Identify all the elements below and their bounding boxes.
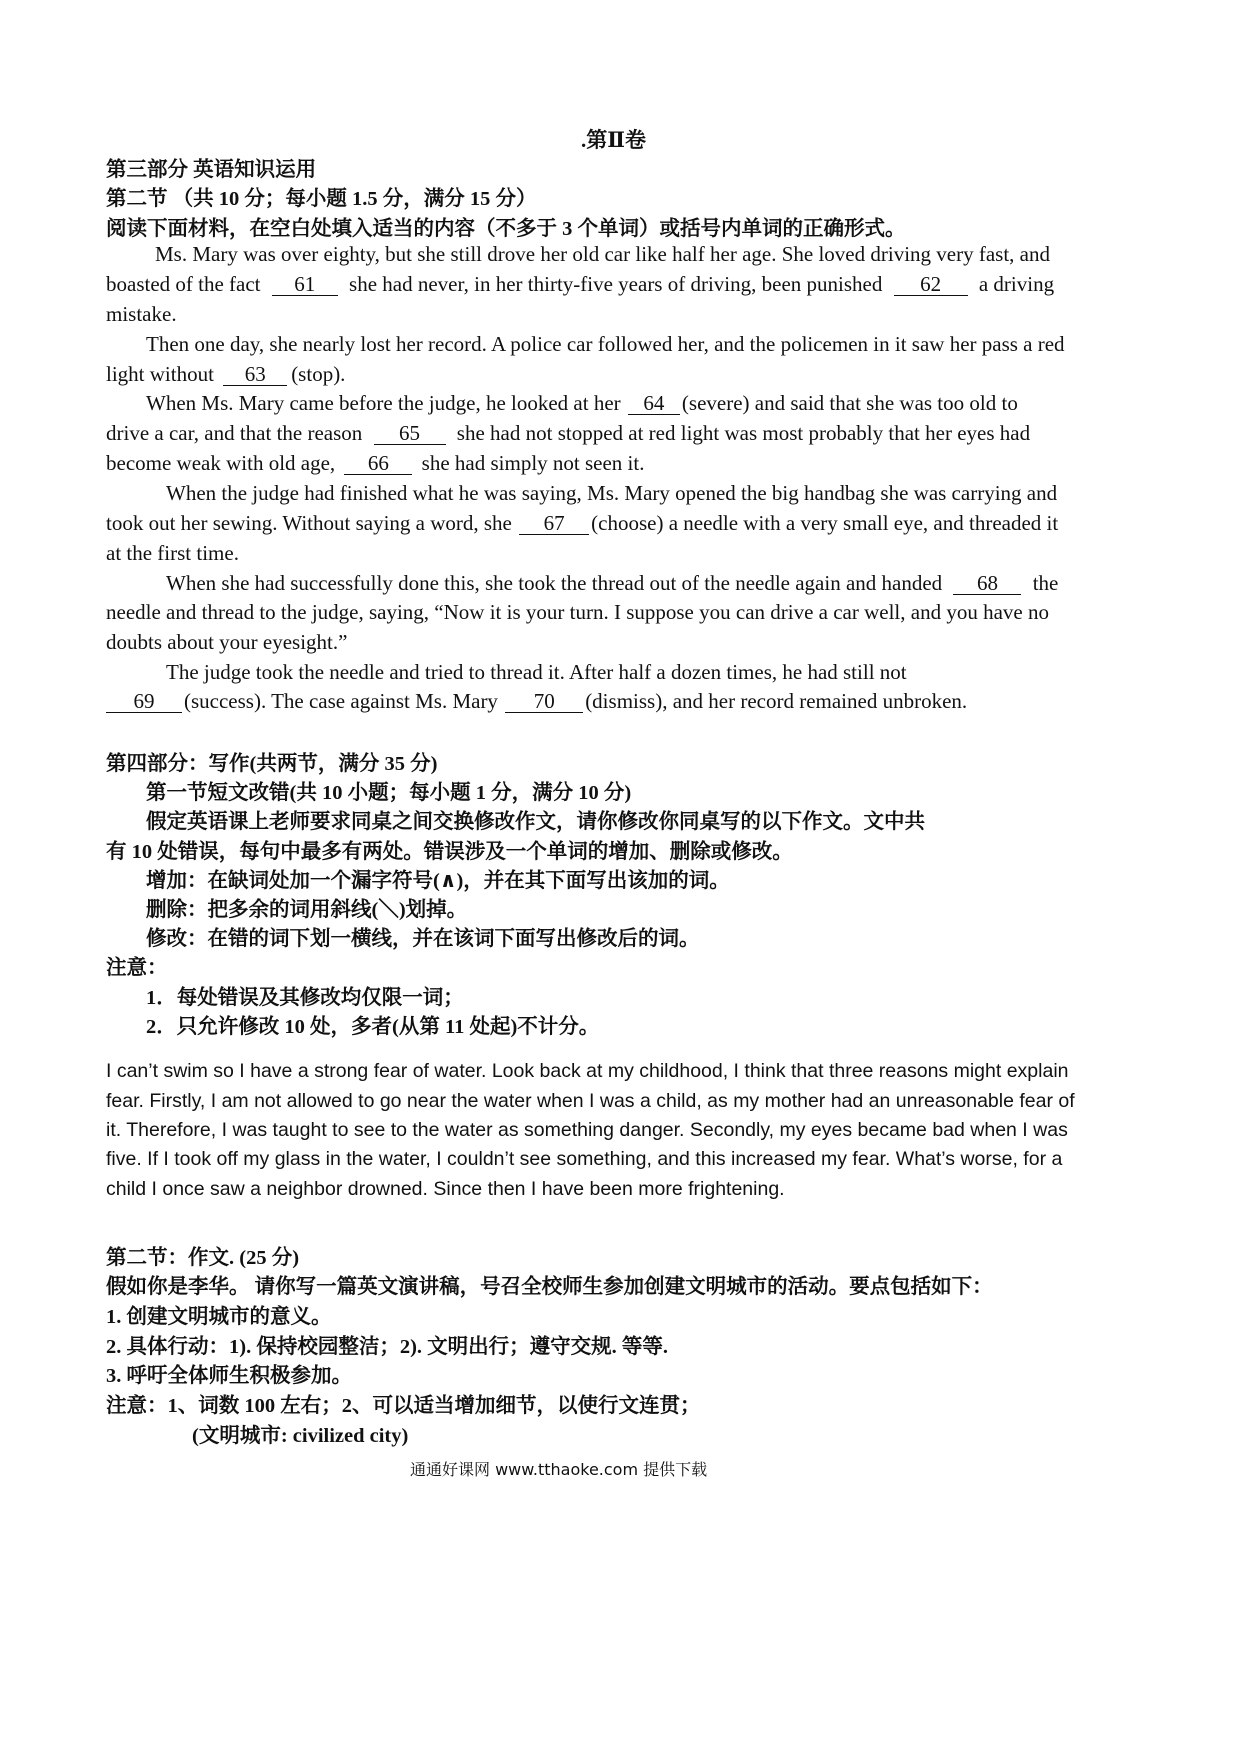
writing-point: 2. 具体行动：1). 保持校园整洁；2). 文明出行；遵守交规. 等等. bbox=[106, 1336, 669, 1358]
add-rule: 增加：在缺词处加一个漏字符号(∧)，并在其下面写出该加的词。 bbox=[146, 870, 730, 892]
blank-70: 70 bbox=[505, 690, 583, 713]
blank-62: 62 bbox=[894, 273, 968, 296]
passage-line: When the judge had finished what he was saying, Ms. Mary opened the big handbag she was carrying and bbox=[166, 481, 1058, 505]
page-title: .第Ⅱ卷 bbox=[581, 128, 646, 152]
writing-prompt: 假如你是李华。 请你写一篇英文演讲稿，号召全校师生参加创建文明城市的活动。要点包括如下： bbox=[106, 1276, 993, 1298]
passage-text: become weak with old age, bbox=[106, 451, 336, 475]
passage-text: the bbox=[1032, 571, 1059, 595]
blank-69: 69 bbox=[106, 690, 182, 713]
passage-line bbox=[106, 362, 345, 387]
part4-heading: 第四部分：写作(共两节，满分 35 分) bbox=[106, 753, 438, 775]
part3-instructions: 阅读下面材料，在空白处填入适当的内容（不多于 3 个单词）或括号内单词的正确形式。 bbox=[106, 218, 906, 240]
passage-line bbox=[146, 391, 1018, 416]
essay-line: I can’t swim so I have a strong fear of water. Look back at my childhood, I think that three reasons might explain bbox=[106, 1060, 1069, 1082]
passage-line: The judge took the needle and tried to thread it. After half a dozen times, he had still not bbox=[166, 660, 907, 684]
modify-rule: 修改：在错的词下划一横线，并在该词下面写出修改后的词。 bbox=[146, 928, 700, 950]
passage-text: drive a car, and that the reason bbox=[106, 421, 363, 445]
writing-point: 1. 创建文明城市的意义。 bbox=[106, 1306, 332, 1328]
passage-text: she had not stopped at red light was most probably that her eyes had bbox=[456, 421, 1031, 445]
note-item: 2．只允许修改 10 处，多者(从第 11 处起)不计分。 bbox=[146, 1016, 600, 1038]
passage-text: (success). The case against Ms. Mary bbox=[184, 689, 498, 713]
part4-instructions: 有 10 处错误，每句中最多有两处。错误涉及一个单词的增加、删除或修改。 bbox=[106, 841, 793, 863]
passage-text: (severe) and said that she was too old to bbox=[681, 391, 1018, 415]
passage-text: (choose) a needle with a very small eye, and threaded it bbox=[591, 511, 1059, 535]
passage-text: (dismiss), and her record remained unbroken. bbox=[585, 689, 968, 713]
passage-text: (stop). bbox=[291, 362, 346, 386]
blank-65: 65 bbox=[374, 422, 446, 445]
passage-line: needle and thread to the judge, saying, “Now it is your turn. I suppose you can drive a car well, and you have no bbox=[106, 600, 1049, 624]
essay-line: it. Therefore, I was taught to see to the water as something danger. Secondly, my eyes became bad when I was bbox=[106, 1119, 1068, 1141]
passage-line: Then one day, she nearly lost her record. A police car followed her, and the policemen in it saw her pass a red bbox=[146, 332, 1065, 356]
passage-line bbox=[166, 571, 1058, 596]
blank-64: 64 bbox=[628, 392, 680, 415]
writing-note: 注意：1、词数 100 左右；2、可以适当增加细节，以使行文连贯； bbox=[106, 1395, 701, 1417]
part3-section2-heading: 第二节 （共 10 分；每小题 1.5 分，满分 15 分） bbox=[106, 188, 537, 210]
part3-heading: 第三部分 英语知识运用 bbox=[106, 159, 317, 181]
essay-line: fear. Firstly, I am not allowed to go near the water when I was a child, as my mother had an unreasonable fear of bbox=[106, 1090, 1075, 1112]
blank-68: 68 bbox=[953, 572, 1021, 595]
essay-line: five. If I took off my glass in the water, I couldn’t see something, and this increased my fear. What’s worse, for a bbox=[106, 1148, 1063, 1170]
note-label: 注意： bbox=[106, 957, 168, 979]
passage-line: at the first time. bbox=[106, 541, 239, 565]
blank-63: 63 bbox=[223, 363, 287, 386]
vocab-hint: (文明城市: civilized city) bbox=[192, 1425, 409, 1447]
passage-line bbox=[106, 511, 1058, 536]
passage-text: When Ms. Mary came before the judge, he looked at her bbox=[146, 391, 621, 415]
essay-line: child I once saw a neighbor drowned. Since then I have been more frightening. bbox=[106, 1178, 785, 1200]
passage-line bbox=[106, 272, 1054, 297]
passage-text: boasted of the fact bbox=[106, 272, 261, 296]
blank-67: 67 bbox=[519, 512, 589, 535]
passage-line: doubts about your eyesight.” bbox=[106, 630, 348, 654]
blank-66: 66 bbox=[344, 452, 412, 475]
passage-text: she had simply not seen it. bbox=[421, 451, 645, 475]
blank-61: 61 bbox=[272, 273, 338, 296]
writing-point: 3. 呼吁全体师生积极参加。 bbox=[106, 1365, 352, 1387]
passage-line: Ms. Mary was over eighty, but she still drove her old car like half her age. She loved driving very fast, and bbox=[155, 242, 1050, 266]
passage-line bbox=[106, 451, 644, 476]
part4-instructions: 假定英语课上老师要求同桌之间交换修改作文，请你修改你同桌写的以下作文。文中共 bbox=[146, 811, 925, 833]
passage-line bbox=[106, 421, 1030, 446]
passage-text: a driving bbox=[978, 272, 1055, 296]
passage-text: When she had successfully done this, she took the thread out of the needle again and handed bbox=[166, 571, 943, 595]
passage-line bbox=[106, 689, 967, 714]
part4-section1-heading: 第一节短文改错(共 10 小题；每小题 1 分，满分 10 分) bbox=[146, 782, 632, 804]
passage-text: she had never, in her thirty-five years of driving, been punished bbox=[349, 272, 883, 296]
passage-text: light without bbox=[106, 362, 214, 386]
delete-rule: 删除：把多余的词用斜线(＼)划掉。 bbox=[146, 899, 468, 921]
note-item: 1．每处错误及其修改均仅限一词； bbox=[146, 987, 464, 1009]
passage-line: mistake. bbox=[106, 302, 177, 326]
page-footer: 通通好课网 www.tthaoke.com 提供下载 bbox=[410, 1460, 708, 1479]
passage-text: took out her sewing. Without saying a word, she bbox=[106, 511, 512, 535]
part4-section2-heading: 第二节：作文. (25 分) bbox=[106, 1247, 300, 1269]
